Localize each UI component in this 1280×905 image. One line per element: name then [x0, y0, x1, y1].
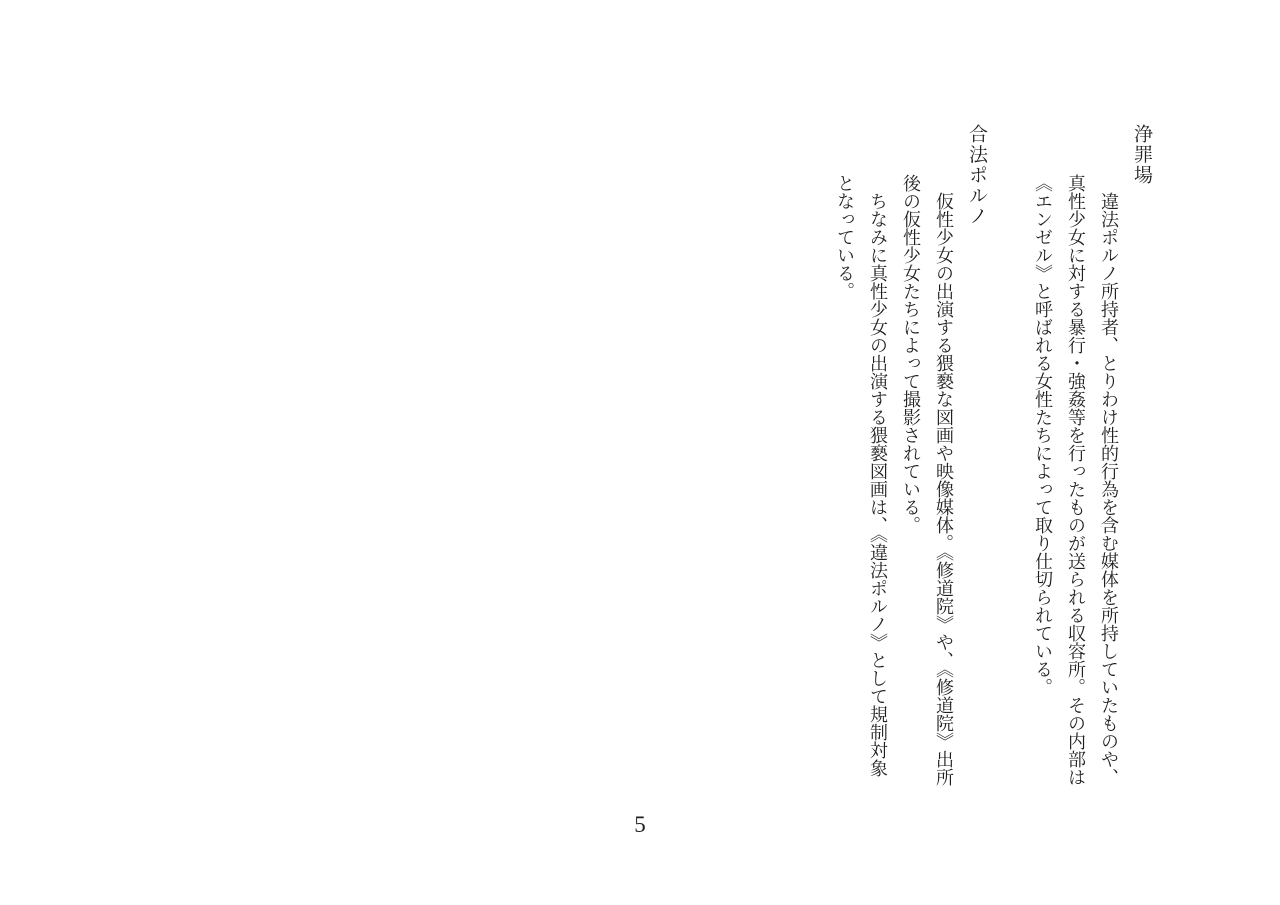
glossary-entry-gouhou-poruno: [828, 124, 993, 786]
term-heading: 合法ポルノ: [966, 124, 987, 227]
definition-paragraph: 違法ポルノ所持者、とりわけ性的行為を含む媒体を所持していたものや、真性少女に対する暴行・強姦等を行ったものが送られる収容所。その内部は《エンゼル》と呼ばれる女性たちによって取り仕切られている。: [1033, 174, 1119, 786]
definition-paragraph: ちなみに真性少女の出演する猥褻図画は、《違法ポルノ》として規制対象となっている。: [835, 174, 888, 777]
term-definition: [1026, 124, 1125, 786]
glossary-entry-jouzaiba: [1026, 124, 1158, 786]
term-definition: [828, 124, 960, 786]
glossary-text-block: [828, 124, 1158, 786]
term-heading: 浄罪場: [1131, 124, 1152, 186]
definition-paragraph: 仮性少女の出演する猥褻な図画や映像媒体。《修道院》や、《修道院》出所後の仮性少女たちによって撮影されている。: [901, 174, 954, 786]
page-number: 5: [634, 812, 646, 837]
